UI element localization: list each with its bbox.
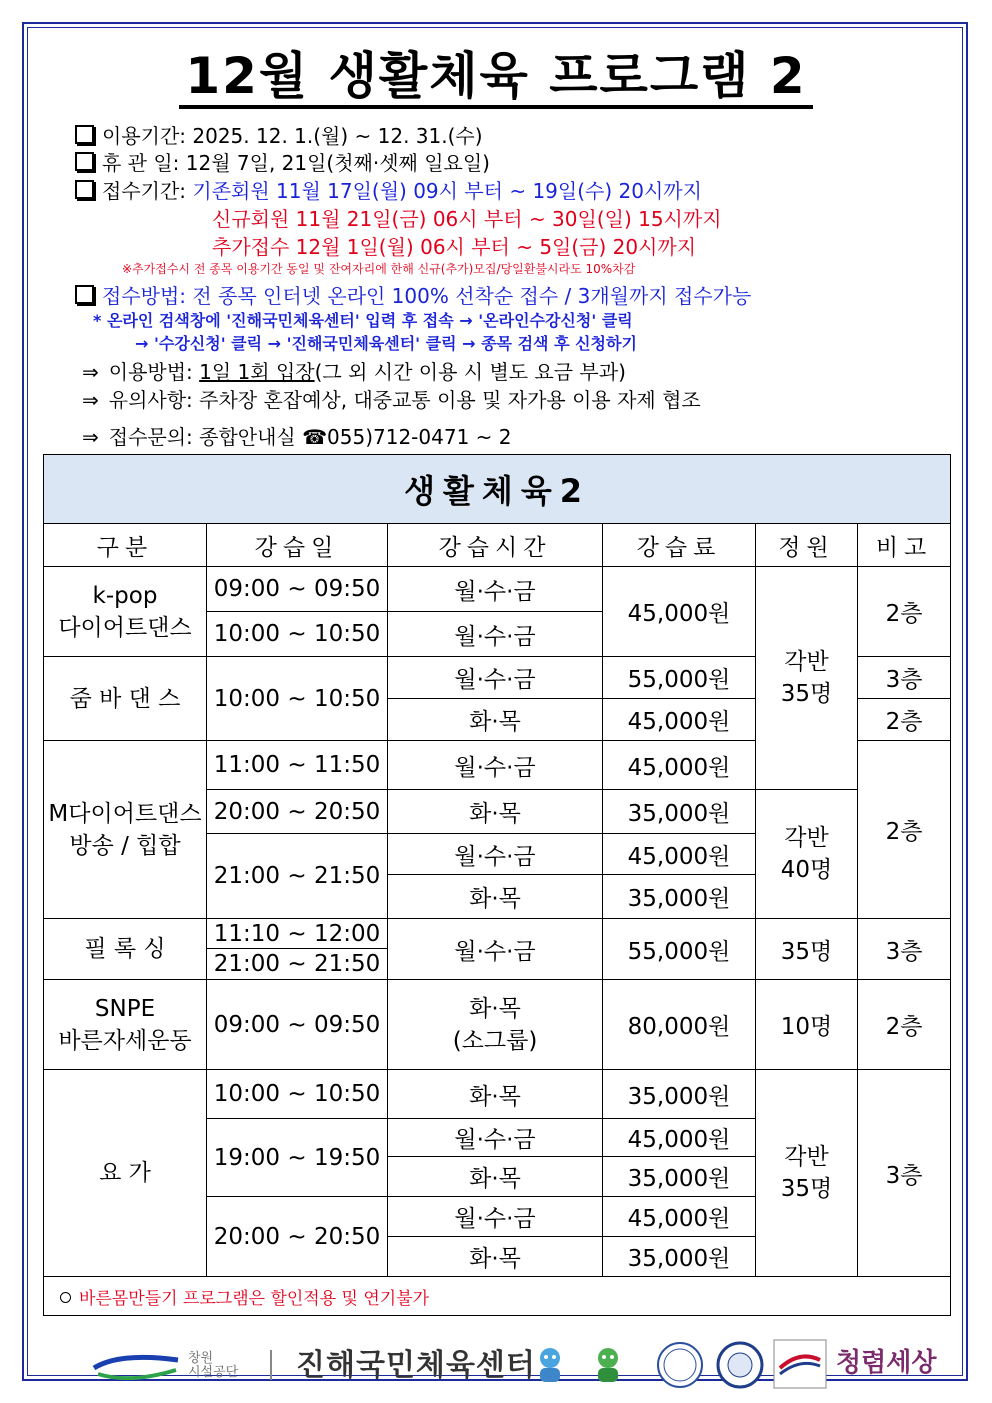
mascot-icon	[530, 1344, 570, 1386]
capacity-cell: 35명	[756, 919, 858, 980]
days-cell: 월·수·금	[388, 741, 603, 790]
header-category: 구분	[44, 524, 207, 567]
fee-cell: 45,000원	[603, 1197, 756, 1237]
category-kpop: k-pop 다이어트댄스	[44, 567, 207, 657]
info-method: 접수방법: 전 종목 인터넷 온라인 100% 선착순 접수 / 3개월까지 접수가능	[75, 280, 751, 309]
ccm-badge-icon	[655, 1340, 705, 1390]
center-name: 진해국민체육센터	[296, 1348, 536, 1383]
days-cell: 월·수·금	[388, 567, 603, 612]
days-cell: 화·목	[388, 1070, 603, 1119]
days-cell: 화·목	[388, 875, 603, 919]
info-closed: 휴 관 일: 12월 7일, 21일(첫째·셋째 일요일)	[75, 147, 490, 176]
days-cell: 월·수·금	[388, 612, 603, 657]
category-zumba: 줌 바 댄 스	[44, 657, 207, 741]
capacity-cell: 10명	[756, 980, 858, 1070]
gongdan-name: 창원 시설공단	[188, 1351, 239, 1380]
capacity-cell: 각반 35명	[756, 567, 858, 790]
time-cell: 10:00 ~ 10:50	[207, 657, 388, 741]
header-note: 비고	[858, 524, 951, 567]
changwon-gongdan-logo	[90, 1350, 182, 1384]
table-footer-note: 바른몸만들기 프로그램은 할인적용 및 연기불가	[44, 1277, 951, 1316]
capacity-cell: 각반 35명	[756, 1070, 858, 1277]
program-table	[43, 454, 951, 1316]
category-yoga: 요 가	[44, 1070, 207, 1277]
arrow-icon: ⇒	[82, 425, 99, 449]
time-cell: 09:00 ~ 09:50	[207, 567, 388, 612]
slogan-logo: 청렴세상	[836, 1348, 937, 1378]
days-cell: 월·수·금	[388, 1197, 603, 1237]
time-cell: 21:00 ~ 21:50	[207, 834, 388, 919]
time-cell: 20:00 ~ 20:50	[207, 1197, 388, 1277]
time-cell: 10:00 ~ 10:50	[207, 612, 388, 657]
fee-cell: 35,000원	[603, 1237, 756, 1277]
note-cell: 2층	[858, 567, 951, 657]
service-award-icon	[772, 1338, 828, 1390]
note-cell: 3층	[858, 919, 951, 980]
days-cell: 월·수·금	[388, 1119, 603, 1157]
fee-cell: 45,000원	[603, 1119, 756, 1157]
category-snpe: SNPE 바른자세운동	[44, 980, 207, 1070]
info-contact: ⇒ 접수문의: 종합안내실 ☎055)712-0471 ~ 2	[82, 425, 512, 449]
time-cell: 10:00 ~ 10:50	[207, 1070, 388, 1119]
info-registration: 접수기간: 기존회원 11월 17일(월) 09시 부터 ~ 19일(수) 20시까지	[75, 175, 702, 204]
checkbox-icon	[75, 152, 94, 171]
mascot-icon	[588, 1344, 628, 1386]
checkbox-icon	[75, 285, 94, 304]
reg-new: 신규회원 11월 21일(금) 06시 부터 ~ 30일(일) 15시까지	[212, 207, 722, 231]
checkbox-icon	[75, 125, 94, 144]
time-cell: 19:00 ~ 19:50	[207, 1119, 388, 1197]
days-cell: 화·목 (소그룹)	[388, 980, 603, 1070]
info-caution: ⇒ 유의사항: 주차장 혼잡예상, 대중교통 이용 및 자가용 이용 자제 협조	[82, 388, 701, 412]
fee-cell: 80,000원	[603, 980, 756, 1070]
fee-cell: 35,000원	[603, 1070, 756, 1119]
header-capacity: 정원	[756, 524, 858, 567]
note-cell: 2층	[858, 699, 951, 741]
fee-cell: 45,000원	[603, 567, 756, 657]
arrow-icon: ⇒	[82, 360, 99, 384]
checkbox-icon	[75, 180, 94, 199]
note-cell: 3층	[858, 657, 951, 699]
info-period: 이용기간: 2025. 12. 1.(월) ~ 12. 31.(수)	[75, 120, 483, 149]
method-step1: * 온라인 검색창에 '진해국민체육센터' 입력 후 접속 → '온라인수강신청' 클릭	[93, 311, 633, 330]
days-cell: 화·목	[388, 790, 603, 834]
arrow-icon: ⇒	[82, 388, 99, 412]
time-cell: 20:00 ~ 20:50	[207, 790, 388, 834]
fee-cell: 45,000원	[603, 741, 756, 790]
header-fee: 강습료	[603, 524, 756, 567]
fee-cell: 35,000원	[603, 875, 756, 919]
method-step2: → '수강신청' 클릭 → '진해국민체육센터' 클릭 → 종목 검색 후 신청하기	[135, 334, 637, 353]
reg-additional: 추가접수 12월 1일(월) 06시 부터 ~ 5일(금) 20시까지	[212, 235, 697, 259]
note-cell: 3층	[858, 1070, 951, 1277]
fee-cell: 55,000원	[603, 657, 756, 699]
page-title: 12월 생활체육 프로그램 2	[0, 36, 992, 108]
reg-existing: 기존회원 11월 17일(월) 09시 부터 ~ 19일(수) 20시까지	[192, 179, 702, 203]
circle-bullet-icon	[60, 1292, 71, 1303]
fee-cell: 35,000원	[603, 1157, 756, 1197]
time-cell: 11:00 ~ 11:50	[207, 741, 388, 790]
info-usage: ⇒ 이용방법: 1일 1회 입장(그 외 시간 이용 시 별도 요금 부과)	[82, 360, 626, 384]
days-cell: 월·수·금	[388, 834, 603, 875]
time-cell: 09:00 ~ 09:50	[207, 980, 388, 1070]
table-caption: 생활체육2	[44, 455, 951, 524]
note-cell: 2층	[858, 741, 951, 919]
days-cell: 월·수·금	[388, 919, 603, 980]
capacity-cell: 각반 40명	[756, 790, 858, 919]
days-cell: 월·수·금	[388, 657, 603, 699]
category-m-diet-dance: M다이어트댄스 방송 / 힙합	[44, 741, 207, 919]
divider	[270, 1350, 272, 1380]
header-days: 강습시간	[388, 524, 603, 567]
fee-cell: 55,000원	[603, 919, 756, 980]
fee-cell: 35,000원	[603, 790, 756, 834]
time-cell: 21:00 ~ 21:50	[207, 949, 388, 980]
certification-badge-icon	[715, 1340, 765, 1390]
fee-cell: 45,000원	[603, 834, 756, 875]
time-cell: 11:10 ~ 12:00	[207, 919, 388, 949]
category-piloxing: 필 록 싱	[44, 919, 207, 980]
reg-note: ※추가접수시 전 종목 이용기간 동일 및 잔여자리에 한해 신규(추가)모집/당일환불시라도 10%차감	[122, 262, 636, 276]
days-cell: 화·목	[388, 1237, 603, 1277]
note-cell: 2층	[858, 980, 951, 1070]
fee-cell: 45,000원	[603, 699, 756, 741]
days-cell: 화·목	[388, 1157, 603, 1197]
header-time: 강습일	[207, 524, 388, 567]
days-cell: 화·목	[388, 699, 603, 741]
